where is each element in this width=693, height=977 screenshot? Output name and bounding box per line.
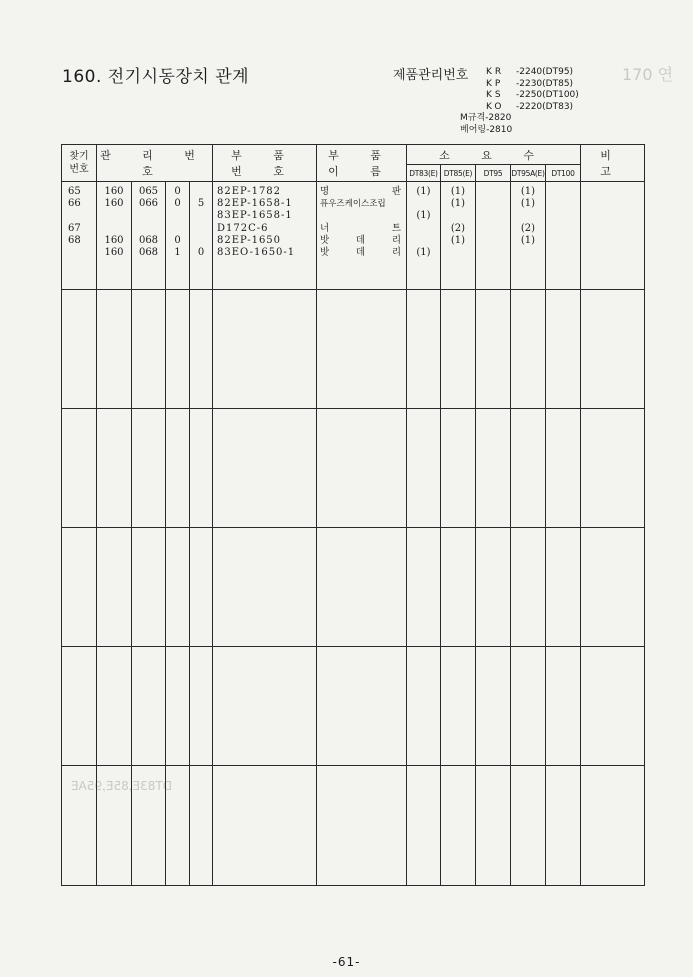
- qty-value: (1): [416, 186, 431, 197]
- mgmt-item: [132, 223, 165, 235]
- part-name-char: 리: [391, 246, 401, 258]
- mgmt-rev: [190, 235, 212, 247]
- mgmt-group: 160: [104, 234, 124, 246]
- qty-value: (1): [520, 234, 536, 246]
- part-name-char: 리: [391, 234, 401, 246]
- qty-value: (1): [450, 186, 466, 197]
- mgmt-rev: [190, 210, 212, 222]
- data-row-block: [62, 182, 645, 290]
- header-qty-dt95: DT95: [476, 165, 511, 182]
- ref-number: 65: [68, 186, 81, 197]
- ref-number: 66: [68, 198, 81, 210]
- part-number: 83EO-1650-1: [217, 246, 296, 258]
- part-name: 퓨우즈케이스조립: [320, 199, 386, 210]
- mgmt-rev: 0: [197, 246, 205, 258]
- mgmt-rev: 5: [197, 198, 205, 210]
- qty-value: [476, 223, 510, 235]
- mgmt-sub: [166, 223, 189, 235]
- col-qty-dt83e: [407, 182, 441, 290]
- code-value: -2220(DT83): [516, 101, 574, 112]
- part-name: [320, 223, 406, 235]
- qty-value: [476, 247, 510, 259]
- qty-value: (1): [520, 198, 536, 210]
- part-number: 82EP-1782: [217, 186, 282, 197]
- part-number: 82EP-1658-1: [217, 198, 293, 210]
- mgmt-group: [97, 223, 131, 235]
- qty-value: [546, 235, 580, 247]
- qty-value: [476, 210, 510, 222]
- part-name-char: 너: [320, 222, 330, 234]
- part-name: [320, 235, 406, 247]
- code-label: KS: [486, 90, 504, 100]
- empty-row-block: [62, 766, 645, 886]
- code-value: -2230(DT85): [516, 78, 574, 89]
- qty-value: [476, 235, 510, 247]
- col-qty-dt85e: [441, 182, 476, 290]
- header-qty-dt95ae: DT95A(E): [511, 165, 546, 182]
- page-number: -61-: [332, 955, 361, 969]
- ref-number: [68, 247, 96, 259]
- qty-value: [441, 247, 475, 259]
- col-qty-dt95: [476, 182, 511, 290]
- ref-number: [68, 210, 96, 222]
- code-label: KP: [486, 78, 504, 89]
- extra-code-row: [460, 113, 579, 125]
- mgmt-item: 065: [138, 186, 159, 197]
- header-remarks: 비 고: [581, 145, 645, 182]
- qty-value: [407, 235, 440, 247]
- mgmt-sub: 1: [174, 246, 181, 258]
- col-part-name: [317, 182, 407, 290]
- empty-row-block: [62, 409, 645, 528]
- mgmt-rev: [190, 223, 212, 235]
- col-qty-dt100: [546, 182, 581, 290]
- mgmt-item: 068: [138, 234, 159, 246]
- qty-value: [407, 198, 440, 210]
- product-code-row: [460, 102, 579, 114]
- ref-number: 68: [68, 234, 81, 246]
- col-mgmt-3: [166, 182, 190, 290]
- mgmt-group: 160: [104, 246, 124, 258]
- qty-value: (1): [520, 186, 536, 197]
- extra-code-row: [460, 125, 579, 137]
- col-mgmt-1: [97, 182, 132, 290]
- bearing-code: 베어링-2810: [460, 124, 513, 135]
- part-name-char: 데: [355, 234, 366, 246]
- header-qty-dt85e: DT85(E): [441, 165, 476, 182]
- header-qty-dt100: DT100: [546, 165, 581, 182]
- mgmt-group: 160: [104, 186, 124, 197]
- mgmt-item: 068: [138, 246, 159, 258]
- mgmt-item: [132, 210, 165, 222]
- part-number: 83EP-1658-1: [217, 210, 293, 222]
- col-ref: [62, 182, 97, 290]
- empty-row-block: [62, 290, 645, 409]
- part-name: [320, 186, 406, 198]
- part-number: D172C-6: [217, 222, 269, 234]
- mgmt-sub: 0: [174, 234, 181, 246]
- empty-row-block: [62, 528, 645, 647]
- col-mgmt-2: [132, 182, 166, 290]
- product-code-row: [460, 67, 579, 79]
- qty-value: (1): [416, 210, 431, 222]
- part-name-char: 밧: [320, 246, 330, 258]
- qty-value: [546, 223, 580, 235]
- qty-value: [546, 210, 580, 222]
- code-label: KR: [486, 67, 505, 77]
- code-label: KO: [486, 101, 505, 112]
- parts-table: [61, 144, 645, 886]
- qty-value: [511, 247, 545, 259]
- qty-value: [546, 247, 580, 259]
- qty-value: [476, 186, 510, 198]
- product-header-label: 제품관리번호: [393, 68, 469, 83]
- qty-value: (2): [520, 222, 536, 234]
- header-part-number: 부 품 번 호: [213, 145, 317, 182]
- header-ref-number: 찾기 번호: [62, 145, 97, 182]
- mgmt-item: 066: [138, 198, 159, 210]
- col-part-number: [213, 182, 317, 290]
- product-codes: [460, 67, 579, 136]
- part-name-char: 밧: [320, 234, 330, 246]
- empty-row-block: [62, 647, 645, 766]
- mgmt-sub: 0: [174, 186, 181, 197]
- ghost-top-right: 170 연: [622, 65, 674, 84]
- header-qty-dt83e: DT83(E): [407, 165, 441, 182]
- qty-value: (1): [450, 198, 466, 210]
- header-quantity: 소 요 수: [407, 145, 581, 165]
- mgmt-sub: [166, 210, 189, 222]
- header-part-name: 부 품 이 름: [317, 145, 407, 182]
- mgmt-sub: 0: [174, 198, 181, 210]
- qty-value: (2): [450, 222, 466, 234]
- col-remarks: [581, 182, 645, 290]
- qty-value: [441, 210, 475, 222]
- part-name-char: 데: [355, 246, 366, 258]
- qty-value: [546, 186, 580, 198]
- col-mgmt-4: [190, 182, 213, 290]
- part-name: [320, 247, 406, 259]
- code-value: -2250(DT100): [516, 90, 579, 100]
- code-value: -2240(DT95): [516, 67, 574, 77]
- qty-value: (1): [416, 246, 431, 258]
- qty-value: [511, 210, 545, 222]
- page-title: 160. 전기시동장치 관계: [62, 67, 250, 87]
- mgmt-group: 160: [104, 198, 124, 210]
- product-code-row: [460, 79, 579, 91]
- col-qty-dt95ae: [511, 182, 546, 290]
- qty-value: [476, 198, 510, 210]
- header-management-number: 관 리 번 호: [97, 145, 213, 182]
- product-code-row: [460, 90, 579, 102]
- qty-value: (1): [450, 234, 466, 246]
- part-name: [320, 210, 406, 222]
- mgmt-group: [97, 210, 131, 222]
- part-number: 82EP-1650: [217, 234, 282, 246]
- ghost-watermark: DT83E,85E,95AE: [71, 779, 172, 793]
- part-name-char: 명: [320, 186, 330, 197]
- qty-value: [407, 223, 440, 235]
- ref-number: 67: [68, 222, 81, 234]
- mgmt-rev: [190, 186, 212, 198]
- part-name-char: 트: [391, 222, 401, 234]
- part-name-char: 판: [391, 186, 401, 197]
- qty-value: [546, 198, 580, 210]
- m-standard-code: M규격-2820: [460, 113, 512, 123]
